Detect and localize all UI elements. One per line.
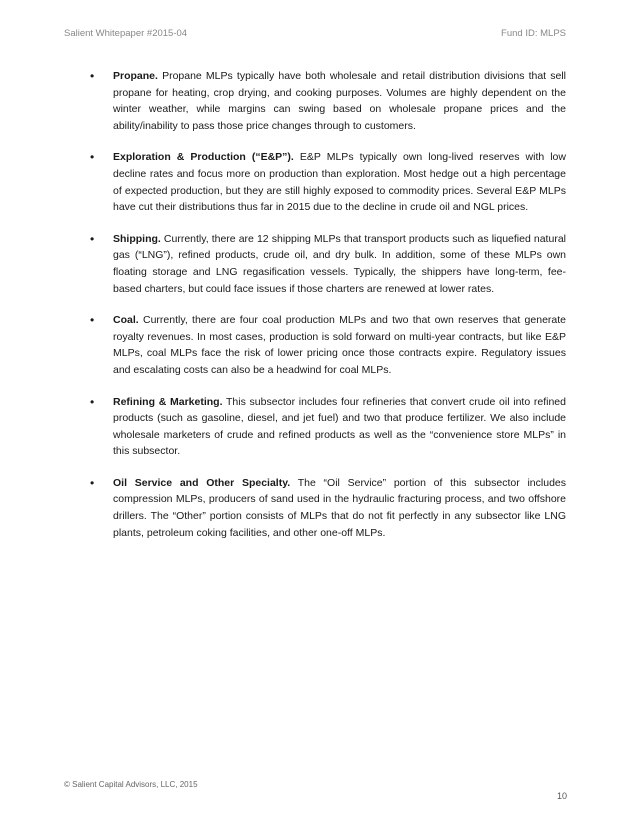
subsector-list [90, 68, 566, 556]
bullet-icon: • [90, 475, 95, 490]
paragraph [113, 312, 566, 378]
bullet-icon: • [90, 231, 95, 246]
footer-copyright: © Salient Capital Advisors, LLC, 2015 [64, 780, 198, 789]
bullet-icon: • [90, 394, 95, 409]
item-term: Exploration & Production (“E&P”). [113, 151, 294, 164]
paragraph [113, 149, 566, 215]
paragraph [113, 394, 566, 460]
bullet-icon: • [90, 69, 95, 83]
page-number: 10 [557, 791, 568, 801]
item-term: Oil Service and Other Specialty. [113, 476, 291, 489]
paragraph [113, 475, 566, 541]
paragraph [113, 68, 566, 134]
item-term: Refining & Marketing. [113, 395, 223, 408]
list-item-exploration-production [90, 149, 566, 215]
list-item-oil-service-other [90, 475, 566, 541]
header-fund-id: Fund ID: MLPS [501, 28, 566, 39]
item-text: Currently, there are four coal production MLPs and two that own reserves that generate royalty revenues. In most cases, production is sold forward on multi-year contracts, but like E&P MLPs, coal MLPs face the risk of lower pricing once those contracts expire. Regulatory issues and escalating costs can also be a headwind for coal MLPs. [113, 314, 567, 376]
item-text: Propane MLPs typically have both wholesale and retail distribution divisions that sell propane for heating, crop drying, and cooking purposes. Volumes are highly dependent on the winter weather, while margins can swing based on wholesale propane prices and the ability/inability to pass those price changes through to customers. [113, 70, 566, 132]
item-text: E&P MLPs typically own long-lived reserves with low decline rates and focus more on production than exploration. Most hedge out a high percentage of expected production, but they are still highly exposed to commodity prices. Several E&P MLPs have cut their distributions thus far in 2015 due to the decline in crude oil and NGL prices. [113, 151, 566, 214]
list-item-shipping [90, 231, 566, 297]
item-term: Coal. [113, 314, 139, 327]
page-header [64, 28, 566, 42]
item-text: Currently, there are 12 shipping MLPs that transport products such as liquefied natural gas (“LNG”), refined products, crude oil, and dry bulk. In addition, some of these MLPs own floating storage and LNG regasification vessels. Typically, the shippers have long-term, fee-based charters, but could face issues if those charters are renewed at lower rates. [113, 232, 566, 295]
header-document-title: Salient Whitepaper #2015-04 [64, 28, 188, 39]
item-text: The “Oil Service” portion of this subsector includes compression MLPs, producers of sand used in the hydraulic fracturing process, and two offshore drillers. The “Other” portion consists of MLPs that do not fit perfectly in any subsector like LNG plants, petroleum coking facilities, and other one-off MLPs. [113, 476, 566, 539]
item-term: Propane. [113, 70, 158, 82]
list-item-propane [90, 68, 566, 134]
list-item-coal [90, 312, 566, 378]
item-term: Shipping. [113, 232, 161, 245]
item-text: This subsector includes four refineries that convert crude oil into refined products (such as gasoline, diesel, and jet fuel) and two that produce fertilizer. We also include wholesale marketers of crude and refined products as well as the “convenience store MLPs” in this subsector. [113, 395, 566, 458]
list-item-refining-marketing [90, 394, 566, 460]
bullet-icon: • [90, 313, 95, 328]
bullet-icon: • [90, 150, 95, 165]
paragraph [113, 231, 566, 297]
